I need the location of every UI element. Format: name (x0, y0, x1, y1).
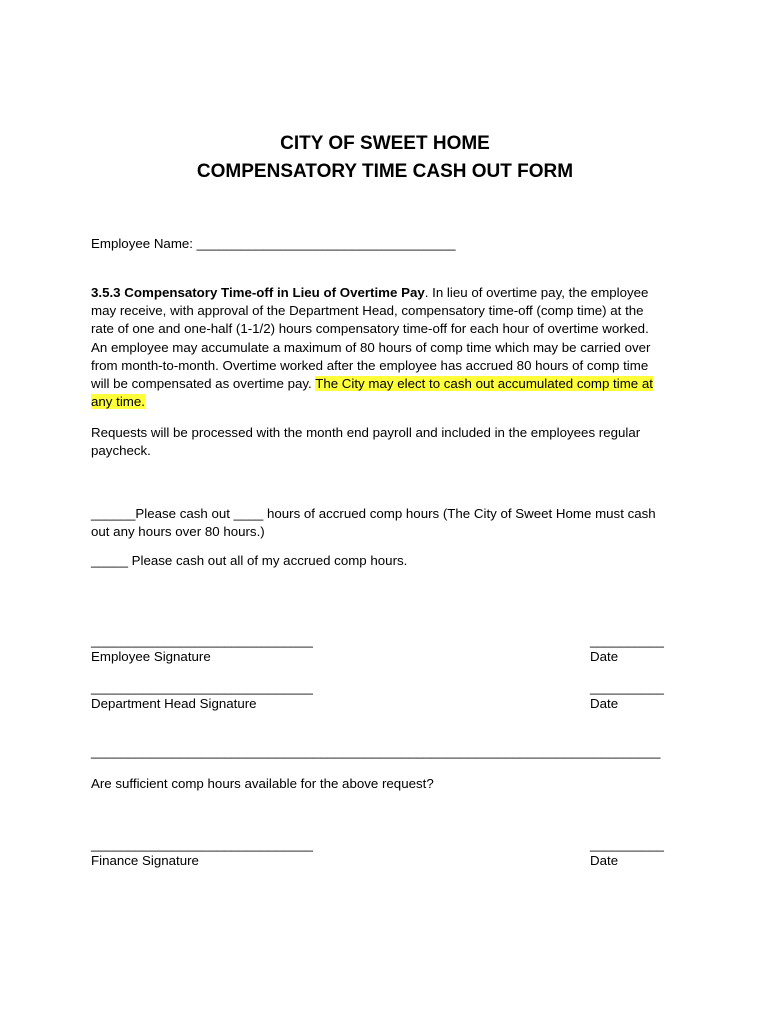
partial-cashout-line-1: ______Please cash out ____ hours of accrued comp hours (The City of Sweet Home must cash (91, 506, 656, 521)
finance-signature-line[interactable]: ______________________________ (91, 837, 313, 852)
full-cashout-option[interactable]: _____ Please cash out all of my accrued comp hours. (91, 553, 408, 568)
dept-head-date-line[interactable]: __________ (590, 680, 664, 695)
dept-head-signature-label: Department Head Signature (91, 696, 257, 711)
requests-line-2: paycheck. (91, 443, 151, 459)
form-title-line1: CITY OF SWEET HOME (280, 133, 490, 154)
policy-line-4: An employee may accumulate a maximum of 80 hours of comp time which may be carried over (91, 339, 651, 355)
highlighted-text: The City may elect to cash out accumulated comp time at (315, 376, 653, 392)
dept-head-date-label: Date (590, 696, 619, 711)
finance-signature-label: Finance Signature (91, 853, 199, 868)
policy-line-3: rate of one and one-half (1-1/2) hours compensatory time-off for each hour of overtime worked. (91, 321, 649, 337)
highlighted-text: any time. (91, 394, 145, 410)
employee-date-line[interactable]: __________ (590, 633, 664, 648)
policy-heading: 3.5.3 Compensatory Time-off in Lieu of Overtime Pay (91, 285, 425, 300)
employee-name-field[interactable]: Employee Name: ___________________________________ (91, 236, 456, 251)
finance-question: Are sufficient comp hours available for the above request? (91, 776, 434, 791)
employee-signature-label: Employee Signature (91, 649, 211, 664)
policy-paragraph (91, 284, 691, 411)
employee-signature-line[interactable]: ______________________________ (91, 633, 313, 648)
partial-cashout-line-2: out any hours over 80 hours.) (91, 524, 265, 540)
policy-line-5: from month-to-month. Overtime worked after the employee has accrued 80 hours of comp time (91, 357, 649, 373)
policy-line-7 (91, 393, 691, 411)
policy-line-1: 3.5.3 Compensatory Time-off in Lieu of Overtime Pay. In lieu of overtime pay, the employee (91, 285, 649, 300)
partial-cashout-option[interactable] (91, 505, 691, 541)
form-title-line2: COMPENSATORY TIME CASH OUT FORM (196, 161, 574, 182)
requests-line-1: Requests will be processed with the month end payroll and included in the employees regular (91, 425, 641, 440)
finance-date-label: Date (590, 853, 619, 868)
policy-line-2: may receive, with approval of the Department Head, compensatory time-off (comp time) at the (91, 303, 644, 319)
finance-date-line[interactable]: __________ (590, 837, 664, 852)
requests-paragraph (91, 424, 691, 460)
section-separator: _____________________________________________________________________________ (91, 744, 661, 759)
policy-line-6: will be compensated as overtime pay. The City may elect to cash out accumulated comp time at (91, 376, 653, 392)
employee-date-label: Date (590, 649, 619, 664)
dept-head-signature-line[interactable]: ______________________________ (91, 680, 313, 695)
